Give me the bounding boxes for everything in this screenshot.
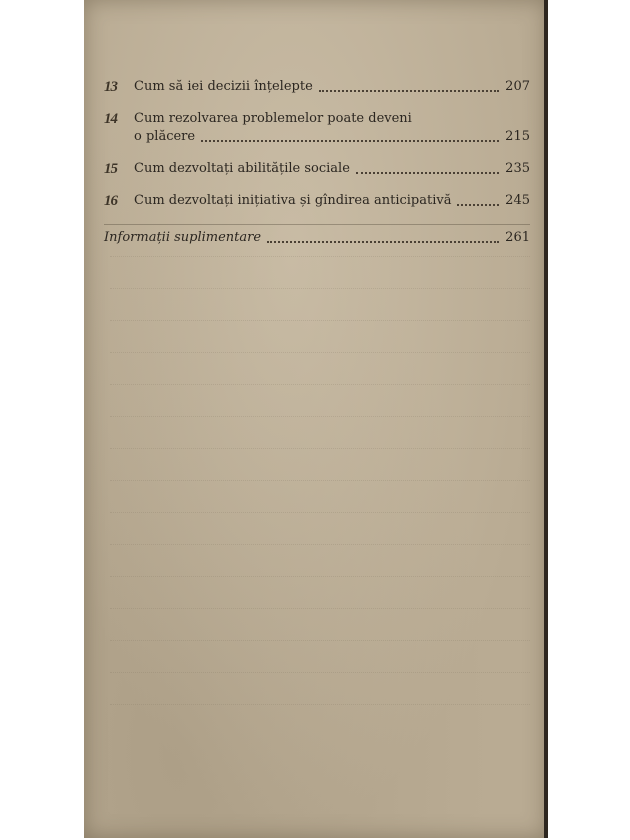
dot-leader [457, 203, 499, 206]
bleed-through-line [110, 274, 530, 289]
chapter-number: 15 [104, 161, 117, 177]
bleed-through-line [110, 626, 530, 641]
page-number: 235 [505, 161, 530, 176]
toc-row [104, 78, 530, 96]
page-number: 215 [505, 129, 530, 144]
chapter-number: 13 [104, 79, 117, 95]
bleed-through-line [110, 530, 530, 545]
page-number: 207 [505, 79, 530, 94]
toc-entry-16 [104, 192, 530, 210]
page-number: 261 [505, 230, 530, 245]
bleed-through-line [110, 370, 530, 385]
bleed-through-line [110, 498, 530, 513]
bleed-through-text [110, 225, 530, 722]
toc-row-continued [104, 128, 530, 146]
dot-leader [356, 171, 499, 174]
toc-entry-extra-info [104, 224, 530, 247]
toc-row [104, 224, 530, 247]
chapter-title: Cum dezvoltați abilitățile sociale [134, 161, 350, 176]
page-number: 245 [505, 193, 530, 208]
bleed-through-line [110, 690, 530, 705]
chapter-number: 16 [104, 193, 117, 209]
chapter-title: Cum să iei decizii înțelepte [134, 79, 313, 94]
toc-entry-13 [104, 78, 530, 96]
table-of-contents [104, 78, 530, 261]
book-cover-edge [544, 0, 548, 838]
bleed-through-line [110, 466, 530, 481]
dot-leader [201, 139, 499, 142]
toc-row [104, 160, 530, 178]
chapter-title: Cum rezolvarea problemelor poate deveni [134, 111, 412, 126]
bleed-through-line [110, 402, 530, 417]
toc-entry-14 [104, 110, 530, 146]
chapter-number: 14 [104, 111, 117, 127]
bleed-through-line [110, 658, 530, 673]
bleed-through-line [110, 338, 530, 353]
dot-leader [319, 89, 499, 92]
bleed-through-line [110, 594, 530, 609]
toc-row [104, 110, 530, 128]
bleed-through-line [110, 434, 530, 449]
toc-row [104, 192, 530, 210]
chapter-title-continued: o plăcere [134, 129, 196, 144]
dot-leader [267, 240, 499, 243]
chapter-title: Cum dezvoltați inițiativa și gîndirea anticipativă [134, 193, 452, 208]
toc-entry-15 [104, 160, 530, 178]
bleed-through-line [110, 562, 530, 577]
bleed-through-line [110, 306, 530, 321]
extra-info-title: Informații suplimentare [104, 230, 262, 245]
